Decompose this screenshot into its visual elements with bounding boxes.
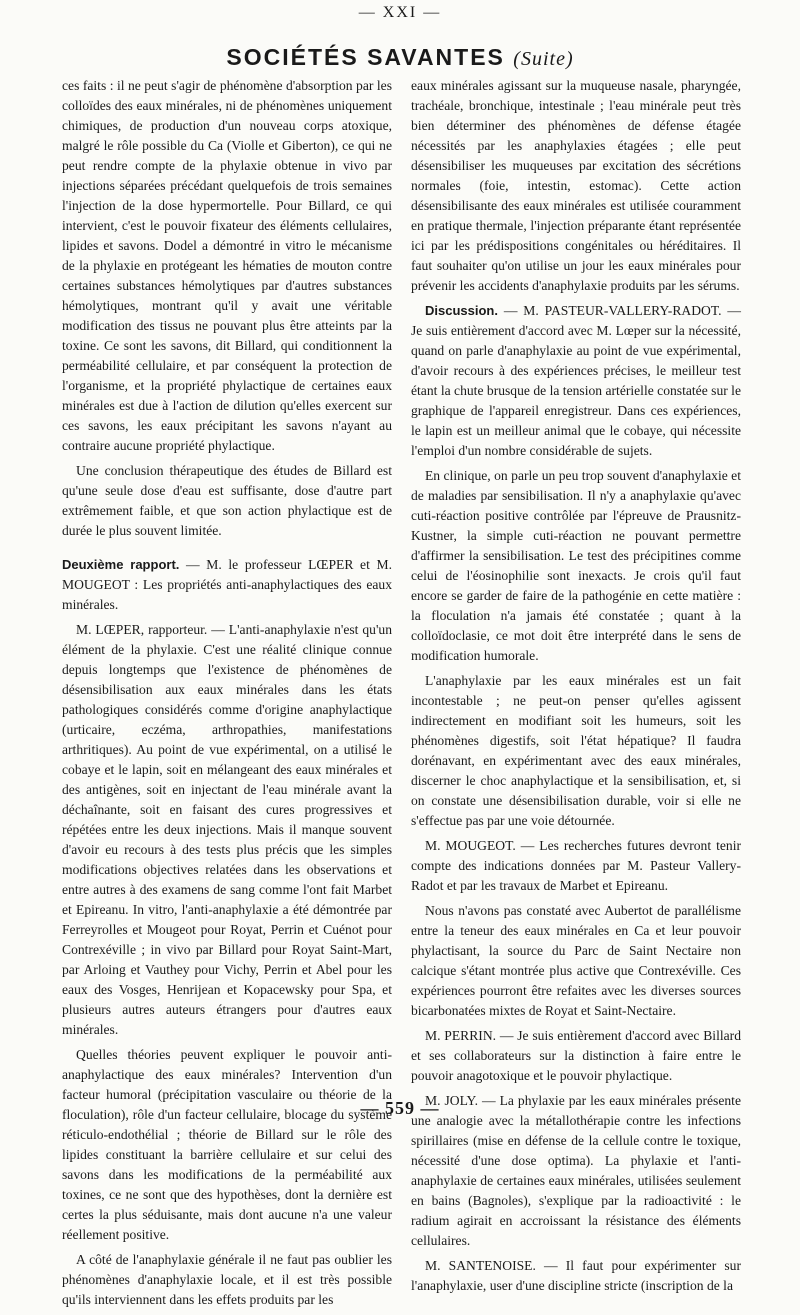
section-suite: (Suite) <box>513 48 574 70</box>
second-report-lead: Deuxième rapport. <box>62 557 180 572</box>
discussion-paragraph <box>411 301 741 461</box>
right-paragraph-4: L'anaphylaxie par les eaux minérales est un fait incontestable ; ne peut-on penser qu'elles agissent indirectement en modifiant soit les humeurs, soit les phénomènes digestifs, soit l'état hépatique? Il faudra dorénavant, en expérimentant avec des eaux minérales, discerner le choc anaphylactique et la sensibilisation, et, si on constate une désensibilisation durable, voir si elle ne s'effectue pas par une voie détournée. <box>411 673 741 828</box>
right-paragraph-8: M. JOLY. — La phylaxie par les eaux minérales présente une analogie avec la métallothérapie contre les infections spirillaires (mise en défense de la cellule contre le toxique, nécessité d'une dose optima). La phylaxie et l'anti-anaphylaxie de certaines eaux minérales, utilisées seulement en bains (Bagnoles), s'explique par la radioactivité : le radium agirait en accroissant la résistance des éléments cellulaires. <box>411 1093 741 1248</box>
page-folio: — 559 — <box>360 1098 440 1118</box>
discussion-lead: Discussion. <box>425 303 498 318</box>
roman-page-number: — XXI — <box>358 4 442 21</box>
left-column <box>62 76 392 1315</box>
left-paragraph-5: Quelles théories peuvent expliquer le pouvoir anti-anaphylactique des eaux minérales? Intervention d'un facteur humoral (précipitation vasculaire ou théorie de la floculation), rôle d'un facteur cellulaire, blocage du système réticulo-endothélial ; théorie de Billard sur le rôle des lipides constituant la barrière cellulaire et sur celui des savons dans les modifications de la perméabilité aux toxines, ce ne sont que des hypothèses, dont la dernière est certes la plus séduisante, mais dont aucune n'a une valeur réellement positive. <box>62 1047 392 1242</box>
right-paragraph-6: Nous n'avons pas constaté avec Aubertot de parallélisme entre la teneur des eaux minérales en Ca et leur pouvoir phylactisant, la source du Parc de Saint Nectaire non calcique s'étant montrée plus active que Contrexéville. Ces expériences pourront être refaites avec les diverses sources bicarbonatées mixtes de Royat et Saint-Nectaire. <box>411 903 741 1018</box>
right-paragraph-1: eaux minérales agissant sur la muqueuse nasale, pharyngée, trachéale, bronchique, intestinale ; l'eau minérale peut très bien déterminer des phénomènes de défense étagée nécessités par les anaphylaxies étagées ; elle peut désensibiliser les muqueuses par excitation des sécrétions normales (foie, intestin, estomac). Cette action désensibilisante des eaux minérales est utilisée couramment en pratique thermale, l'injection préparante étant représentée ici par les prédispositions congénitales ou héréditaires. Il faut souhaiter qu'on utilise un jour les eaux minérales pour prévenir les accidents d'anaphylaxie produits par les sérums. <box>411 78 741 293</box>
discussion-text: — M. PASTEUR-VALLERY-RADOT. — Je suis entièrement d'accord avec M. Lœper sur la nécessité, quand on parle d'anaphylaxie au point de vue expérimental, d'avoir recours à des expériences précises, le meilleur test étant la chute brusque de la tension artérielle constatée sur le graphique de l'appareil enregistreur. Dans ces expériences, le lapin est un meilleur animal que le cobaye, qui nécessite l'emploi d'un nombre considérable de sujets. <box>411 303 741 458</box>
left-paragraph-4: M. LŒPER, rapporteur. — L'anti-anaphylaxie n'est qu'un élément de la phylaxie. C'est une réalité clinique connue depuis longtemps que l'existence de phénomènes de désensibilisation aux eaux minérales dans les états pathologiques considérés comme d'origine anaphylactique (urticaire, eczéma, arthropathies, manifestations arthritiques). Au point de vue expérimental, on a utilisé le cobaye et le lapin, soit en mélangeant des eaux minérales et des antigènes, soit en injectant de l'eau minérale avant la déchaînante, soit en faisant des cures progressives et répétées entre les deux injections. Mais il manque souvent d'avoir eu recours à des tests plus précis que les simples modifications objectives relatées dans les observations et entre autres à des examens de sang comme l'ont fait Marbet et Epireanu. In vitro, l'anti-anaphylaxie a été démontrée par Ferreyrolles et Mougeot pour Royat, Perrin et Cuénot pour Contrexéville ; in vivo par Billard pour Royat Saint-Mart, par Arloing et Vauthey pour Vichy, Perrin et Abel pour les eaux des Vosges, Henrijean et Kopacewsky pour Spa, et plusieurs autres auteurs étrangers pour d'autres eaux minérales. <box>62 622 392 1037</box>
section-title: SOCIÉTÉS SAVANTES <box>226 44 505 70</box>
section-header <box>0 44 800 71</box>
left-paragraph-1: ces faits : il ne peut s'agir de phénomène d'absorption par les colloïdes des eaux minérales, ni de phénomènes uniquement chimiques, de production d'un nouveau corps atoxique, malgré le rôle possible du Ca (Violle et Giberton), ce qui ne peut rendre compte de la phylaxie obtenue in vivo par injections séparées précédant quelquefois de trois semaines l'injection de la dose hypermortelle. Pour Billard, ce qui intervient, c'est le pouvoir fixateur des éléments cellulaires, lipides et savons. Dodel a démontré in vitro le mécanisme de la phylaxie en protégeant les hématies de mouton contre certaines substances hémolytiques par d'autres substances hémolytiques, montrant qu'il y avait une véritable modification des tissus ne pouvant plus être atteints par la toxine. Ce sont les savons, dit Billard, qui conditionnent la perméabilité cellulaire, et par conséquent la protection de l'organisme, et la propriété phylactique de certaines eaux minérales est due à l'action de dilution qu'elles exercent sur ces savons, les eaux précipitant les savons n'ayant au contraire aucune propriété phylactique. <box>62 78 392 453</box>
left-paragraph-6: A côté de l'anaphylaxie générale il ne faut pas oublier les phénomènes d'anaphylaxie locale, et il est très possible qu'ils interviennent dans les effets produits par les <box>62 1252 392 1307</box>
right-paragraph-5: M. MOUGEOT. — Les recherches futures devront tenir compte des indications données par M. Pasteur Vallery-Radot et par les travaux de Marbet et Epireanu. <box>411 838 741 893</box>
right-paragraph-7: M. PERRIN. — Je suis entièrement d'accord avec Billard et ses collaborateurs sur la distinction à faire entre le pouvoir anagotoxique et le pouvoir phylactique. <box>411 1028 741 1083</box>
right-paragraph-3: En clinique, on parle un peu trop souvent d'anaphylaxie et de maladies par sensibilisation. Il n'y a anaphylaxie qu'avec cuti-réaction positive contrôlée par l'épreuve de Prausnitz-Kustner, la simple cuti-réaction ne pouvant permettre d'affirmer la sensibilisation. Le test des précipitines comme celui de l'éosinophilie sont inexacts. Je crois qu'il faut encore se garder de faire de la pathogénie en cette matière : la floculation n'a jamais été constatée ; quant à la colloïdoclasie, ce mot doit être interprété dans le sens de modification humorale. <box>411 468 741 663</box>
second-report-title: — M. le professeur LŒPER et M. MOUGEOT : Les propriétés anti-anaphylactiques des eaux minérales. <box>62 557 392 612</box>
right-paragraph-9: M. SANTENOISE. — Il faut pour expérimenter sur l'anaphylaxie, user d'une discipline stricte (inscription de la <box>411 1258 741 1293</box>
left-paragraph-2: Une conclusion thérapeutique des études de Billard est qu'une seule dose d'eau est suffisante, dose d'autre part extrêmement faible, et que son action phylactique est de durée le plus souvent limitée. <box>62 463 392 538</box>
second-report-heading <box>62 555 392 615</box>
